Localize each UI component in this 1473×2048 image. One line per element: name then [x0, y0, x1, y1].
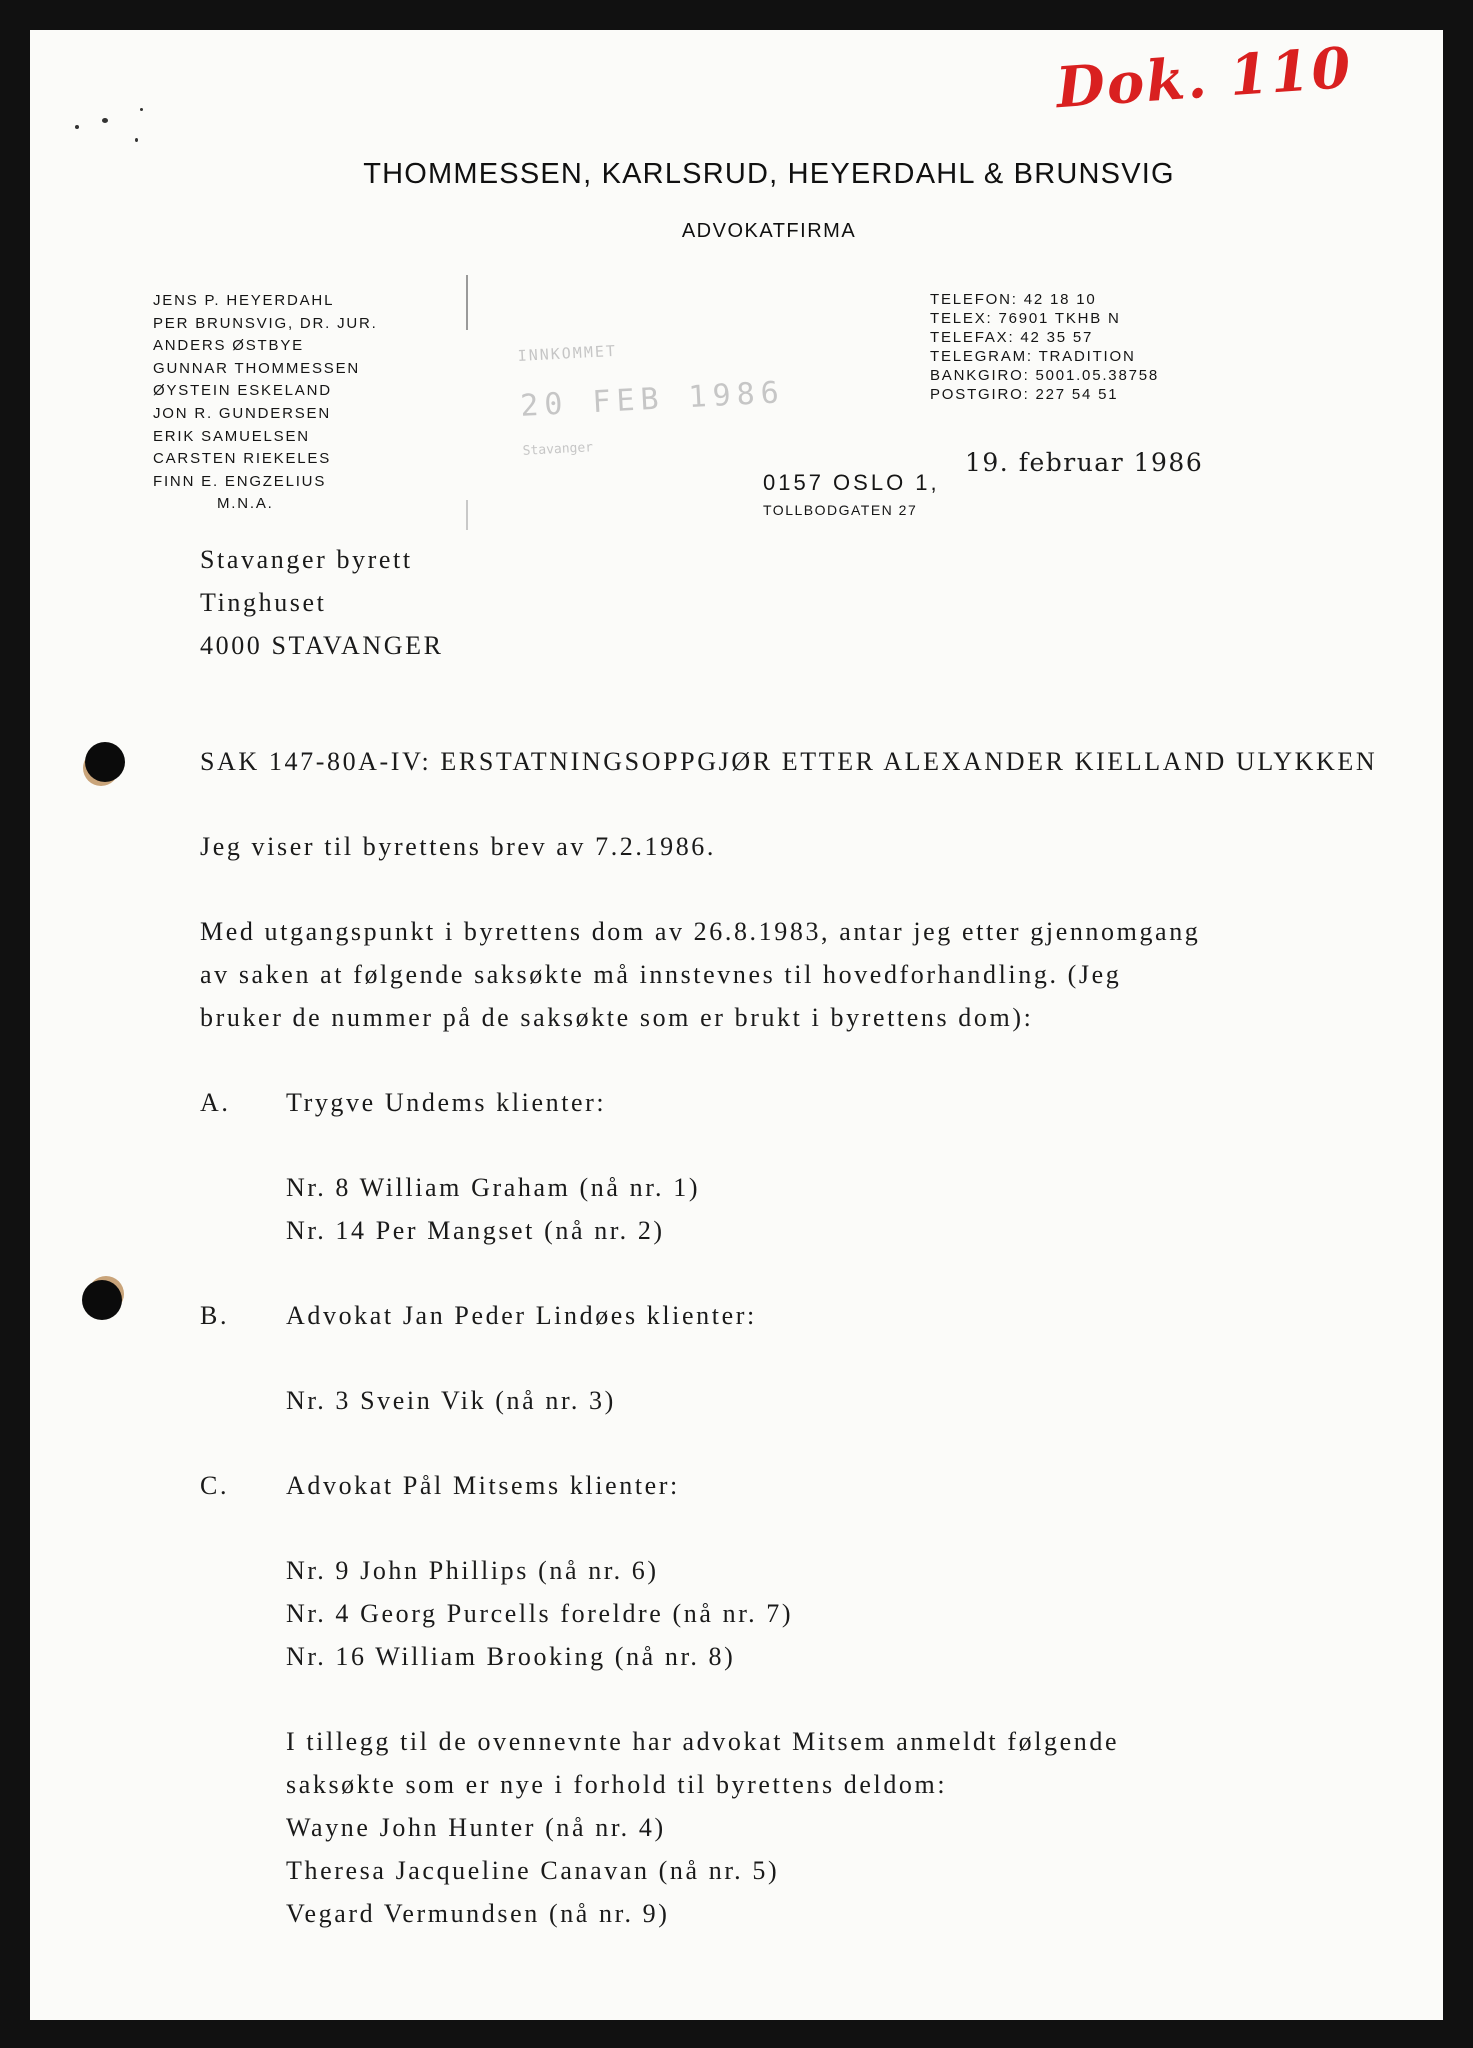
section-label: B. [200, 1301, 230, 1330]
speck [140, 108, 143, 111]
firm-city: 0157 OSLO 1, [763, 470, 940, 495]
punch-hole [82, 1280, 122, 1320]
firm-name: THOMMESSEN, KARLSRUD, HEYERDAHL & BRUNSVIG [363, 158, 1175, 190]
list-item: Nr. 16 William Brooking (nå nr. 8) [286, 1642, 736, 1671]
paragraph-line: av saken at følgende saksøkte må innstevnes til hovedforhandling. (Jeg [200, 960, 1122, 989]
partner-name: ANDERS ØSTBYE [153, 337, 304, 355]
contact-line: POSTGIRO: 227 54 51 [930, 386, 1119, 403]
contact-block [930, 290, 1159, 404]
recipient-block [200, 538, 444, 667]
letter-date: 19. februar 1986 [965, 448, 1204, 477]
stamp-label: INNKOMMET [517, 341, 618, 365]
section-label: C. [200, 1471, 230, 1500]
firm-address [763, 470, 940, 518]
list-item: Nr. 9 John Phillips (nå nr. 6) [286, 1556, 659, 1585]
contact-line: TELEFON: 42 18 10 [930, 291, 1097, 308]
list-item: Nr. 4 Georg Purcells foreldre (nå nr. 7) [286, 1599, 794, 1628]
speck [135, 138, 138, 142]
list-item: Nr. 8 William Graham (nå nr. 1) [286, 1173, 701, 1202]
list-item: Theresa Jacqueline Canavan (nå nr. 5) [286, 1856, 780, 1885]
partner-name: FINN E. ENGZELIUS [153, 472, 327, 490]
paragraph-line: saksøkte som er nye i forhold til byrettens deldom: [286, 1770, 948, 1799]
scan-mark [466, 500, 468, 530]
partners-suffix: M.N.A. [217, 495, 274, 513]
partner-name: GUNNAR THOMMESSEN [153, 359, 361, 377]
paragraph-line: bruker de nummer på de saksøkte som er brukt i byrettens dom): [200, 1003, 1034, 1032]
contact-line: TELEFAX: 42 35 57 [930, 329, 1094, 346]
section-heading-b [200, 1294, 1400, 1337]
list-item: Wayne John Hunter (nå nr. 4) [286, 1813, 666, 1842]
contact-line: TELEGRAM: TRADITION [930, 348, 1136, 365]
contact-line: BANKGIRO: 5001.05.38758 [930, 367, 1160, 384]
partner-list [153, 290, 378, 516]
list-item: Vegard Vermundsen (nå nr. 9) [286, 1899, 670, 1928]
letter-body [200, 740, 1400, 1935]
section-heading: Advokat Jan Peder Lindøes klienter: [286, 1301, 757, 1330]
contact-line: TELEX: 76901 TKHB N [930, 310, 1121, 327]
partner-name: JENS P. HEYERDAHL [153, 292, 335, 309]
partner-name: ØYSTEIN ESKELAND [153, 382, 332, 400]
recipient-line: Tinghuset [200, 588, 327, 617]
partner-name: PER BRUNSVIG, DR. JUR. [153, 314, 378, 332]
stamp-place: Stavanger [522, 440, 594, 459]
paragraph-line: Med utgangspunkt i byrettens dom av 26.8.1983, antar jeg etter gjennomgang [200, 917, 1201, 946]
received-stamp [517, 333, 787, 459]
recipient-line: Stavanger byrett [200, 545, 413, 574]
partner-name: ERIK SAMUELSEN [153, 427, 310, 445]
list-item: Nr. 3 Svein Vik (nå nr. 3) [286, 1386, 616, 1415]
paragraph-line: I tillegg til de ovennevnte har advokat Mitsem anmeldt følgende [286, 1727, 1120, 1756]
punch-hole [85, 742, 125, 782]
handwritten-document-number: Dok. 110 [1054, 34, 1355, 122]
partner-name: JON R. GUNDERSEN [153, 404, 331, 422]
section-heading: Advokat Pål Mitsems klienter: [286, 1471, 680, 1500]
list-item: Nr. 14 Per Mangset (nå nr. 2) [286, 1216, 665, 1245]
letter-page [30, 30, 1443, 2020]
section-heading: Trygve Undems klienter: [286, 1088, 607, 1117]
firm-street: TOLLBODGATEN 27 [763, 502, 918, 518]
speck [75, 125, 79, 129]
speck [102, 118, 108, 123]
scan-mark [466, 275, 468, 330]
section-heading-a [200, 1081, 1400, 1124]
partner-name: CARSTEN RIEKELES [153, 450, 332, 468]
firm-type: ADVOKATFIRMA [681, 220, 857, 242]
recipient-line: 4000 STAVANGER [200, 631, 444, 660]
subject-line: SAK 147-80A-IV: ERSTATNINGSOPPGJØR ETTER ALEXANDER KIELLAND ULYKKEN [200, 747, 1378, 776]
paragraph-line: Jeg viser til byrettens brev av 7.2.1986. [200, 832, 717, 861]
section-heading-c [200, 1464, 1400, 1507]
section-label: A. [200, 1088, 231, 1117]
stamp-date: 20 FEB 1986 [519, 375, 786, 424]
